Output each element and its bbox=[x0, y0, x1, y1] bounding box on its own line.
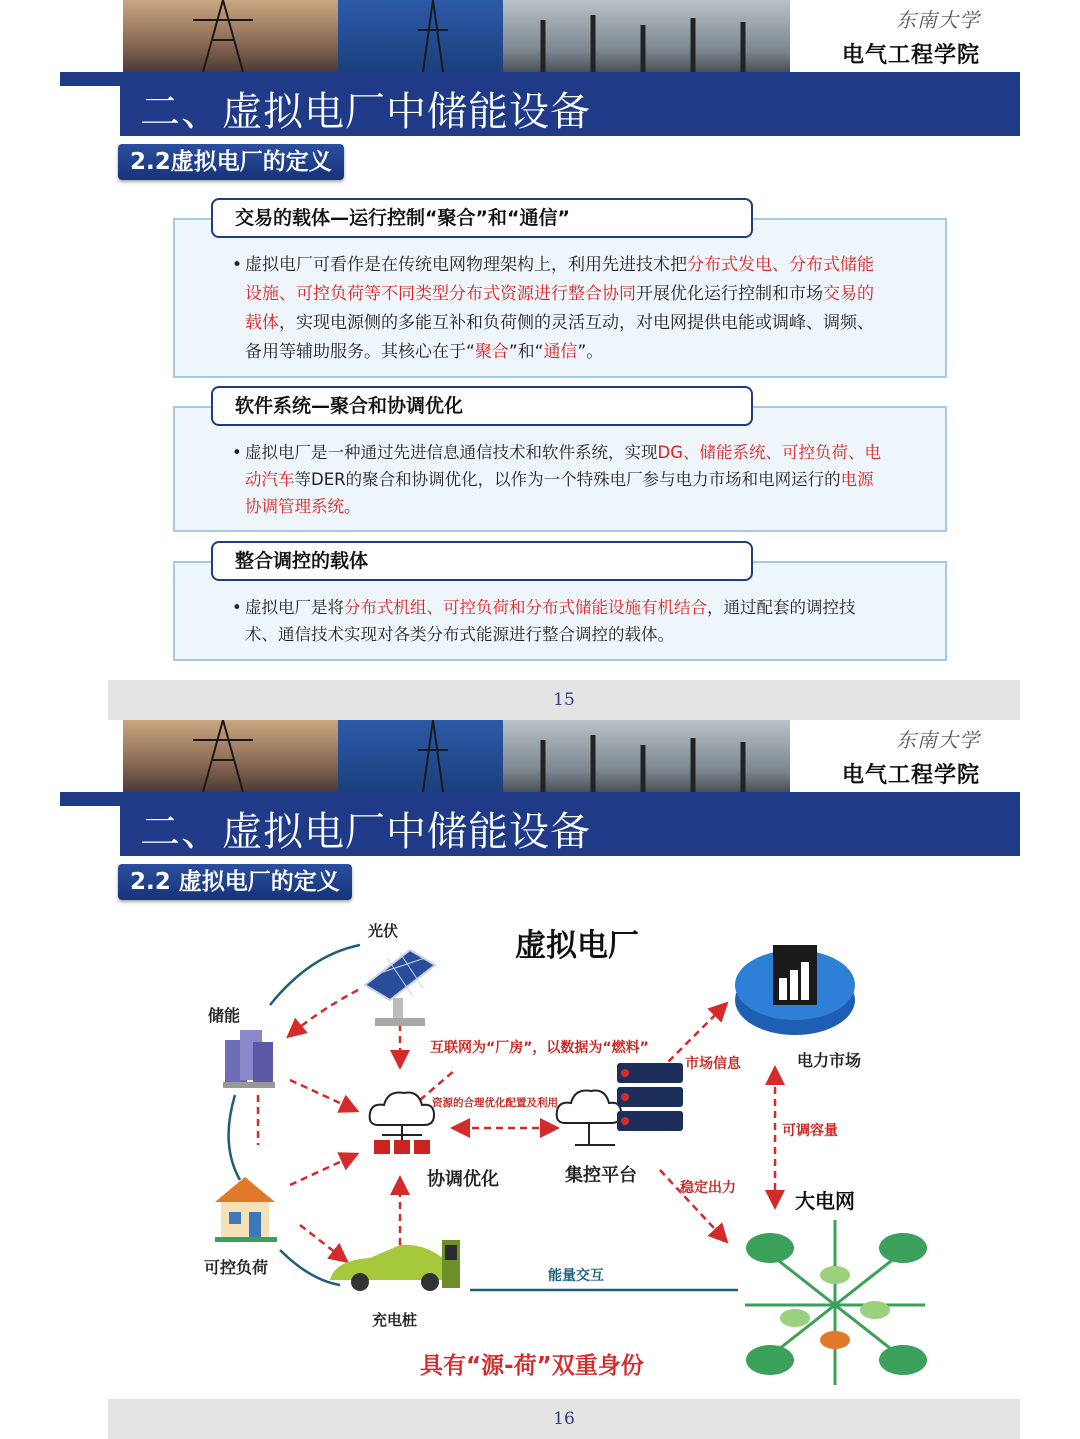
energy-storage-icon bbox=[223, 1030, 275, 1088]
slide-title: 二、虚拟电厂中储能设备 bbox=[140, 89, 591, 135]
university-name: 东南大学 bbox=[896, 728, 980, 752]
label-storage: 储能 bbox=[208, 1006, 241, 1025]
control-platform-icon bbox=[557, 1063, 683, 1145]
electricity-market-icon bbox=[735, 945, 855, 1035]
label-coordination: 协调优化 bbox=[427, 1169, 499, 1190]
body-text: 等DER的聚合和协调优化，以作为一个特殊电厂参与电力市场和电网运行的 bbox=[294, 470, 841, 489]
panel-paragraph bbox=[232, 251, 887, 367]
body-text: 虚拟电厂可看作是在传统电网物理架构上，利用先进技术把 bbox=[245, 255, 687, 275]
body-text: 虚拟电厂是一种通过先进信息通信技术和软件系统，实现 bbox=[245, 443, 658, 462]
body-text: 。 bbox=[344, 497, 361, 516]
body-text: ，通过配套的调控技术、通信技术实现对各类分布式能源进行整合调控的载体。 bbox=[245, 598, 856, 644]
label-stable-output: 稳定出力 bbox=[680, 1180, 736, 1196]
label-internet: 互联网为“厂房”，以数据为“燃料” bbox=[430, 1040, 649, 1056]
diagram-title: 虚拟电厂 bbox=[515, 928, 639, 964]
header-photo-lines bbox=[123, 0, 790, 72]
header-photo-strip bbox=[123, 0, 790, 72]
page-number: 15 bbox=[553, 690, 575, 710]
section-tag: 2.2虚拟电厂的定义 bbox=[118, 144, 344, 180]
label-load: 可控负荷 bbox=[204, 1258, 269, 1277]
footer-bar bbox=[108, 680, 1020, 720]
highlight-text: 电源协调管理系统 bbox=[245, 470, 874, 516]
panel-heading-3: 整合调控的载体 bbox=[211, 541, 753, 581]
power-grid-icon bbox=[745, 1220, 927, 1385]
coordination-cloud-icon bbox=[370, 1093, 434, 1155]
slide-16 bbox=[0, 720, 1080, 1439]
panel-text-3: • 虚拟电厂是将分布式机组、可控负荷和分布式储能设施有机结合，通过配套的调控技术、通信技术实现对各类分布式能源进行整合调控的载体。 bbox=[232, 594, 887, 648]
label-grid: 大电网 bbox=[795, 1189, 855, 1213]
arrow-storage-coord bbox=[290, 1080, 355, 1110]
highlight-text: DG、储能系统、可控负荷、电动汽车 bbox=[245, 443, 881, 489]
solar-panel-icon bbox=[365, 950, 435, 1026]
controllable-load-icon bbox=[215, 1177, 277, 1242]
title-notch bbox=[60, 806, 120, 856]
panel-heading-1: 交易的载体—运行控制“聚合”和“通信” bbox=[211, 198, 753, 238]
highlight-text: 聚合 bbox=[474, 342, 509, 362]
label-platform: 集控平台 bbox=[565, 1165, 637, 1186]
college-name: 电气工程学院 bbox=[841, 43, 980, 68]
body-text: ”和“ bbox=[508, 342, 544, 362]
highlight-text: 分布式机组、可控负荷和分布式储能设施有机结合 bbox=[344, 598, 707, 617]
highlight-text: 分布式发电、分布式储能设施、可控负荷等不同类型分布式资源进行整合协同 bbox=[245, 255, 874, 304]
label-pv: 光伏 bbox=[368, 922, 399, 940]
slide-title: 二、虚拟电厂中储能设备 bbox=[140, 809, 591, 855]
panel-text-1: • 虚拟电厂可看作是在传统电网物理架构上，利用先进技术把分布式发电、分布式储能设施、可控负荷等不同类型分布式资源进行整合协同开展优化运行控制和市场交易的载体，实现电源侧的多能互补和负荷侧的灵活互动，对电网提供电能或调峰、调频、备用等辅助服务。其核心在于“聚合”和“通信”。 bbox=[232, 251, 887, 367]
title-notch bbox=[60, 86, 120, 136]
highlight-text: 交易的载体 bbox=[245, 284, 874, 333]
label-market: 电力市场 bbox=[797, 1051, 862, 1070]
header-photo-strip bbox=[123, 720, 790, 792]
panel-text-2: • 虚拟电厂是一种通过先进信息通信技术和软件系统，实现DG、储能系统、可控负荷、电动汽车等DER的聚合和协调优化，以作为一个特殊电厂参与电力市场和电网运行的电源协调管理系统。 bbox=[232, 439, 887, 520]
vpp-diagram bbox=[190, 915, 950, 1385]
label-charger: 充电桩 bbox=[372, 1311, 418, 1329]
dual-identity-caption: 具有“源-荷”双重身份 bbox=[420, 1353, 644, 1379]
link-storage-load bbox=[229, 1095, 240, 1180]
university-name: 东南大学 bbox=[896, 8, 980, 32]
university-logo bbox=[790, 720, 1080, 792]
arrow-load-charger bbox=[300, 1225, 345, 1260]
university-logo bbox=[790, 0, 1080, 72]
highlight-text: 通信 bbox=[543, 342, 578, 362]
header-photo-lines bbox=[123, 720, 790, 792]
page-number: 16 bbox=[553, 1409, 575, 1429]
body-text: 虚拟电厂是将 bbox=[245, 598, 344, 617]
ev-charger-icon bbox=[330, 1240, 460, 1291]
vpp-diagram-graphics bbox=[190, 915, 950, 1385]
label-market-info: 市场信息 bbox=[685, 1056, 741, 1072]
college-name: 电气工程学院 bbox=[841, 763, 980, 788]
section-tag: 2.2 虚拟电厂的定义 bbox=[118, 864, 352, 900]
body-text: ，实现电源侧的多能互补和负荷侧的灵活互动，对电网提供电能或调峰、调频、备用等辅助服务。其核心在于“ bbox=[245, 313, 874, 362]
arrow-load-coord bbox=[290, 1155, 355, 1185]
arrow-pv-storage bbox=[290, 990, 358, 1035]
body-text: 开展优化运行控制和市场 bbox=[636, 284, 823, 304]
panel-heading-2: 软件系统—聚合和协调优化 bbox=[211, 386, 753, 426]
footer-bar bbox=[108, 1399, 1020, 1439]
label-resource: 资源的合理优化配置及利用 bbox=[432, 1097, 558, 1109]
label-capacity: 可调容量 bbox=[782, 1123, 838, 1139]
panel-paragraph bbox=[232, 594, 887, 648]
body-text: ”。 bbox=[577, 342, 604, 362]
panel-paragraph bbox=[232, 439, 887, 520]
label-energy-exchange: 能量交互 bbox=[548, 1268, 604, 1284]
